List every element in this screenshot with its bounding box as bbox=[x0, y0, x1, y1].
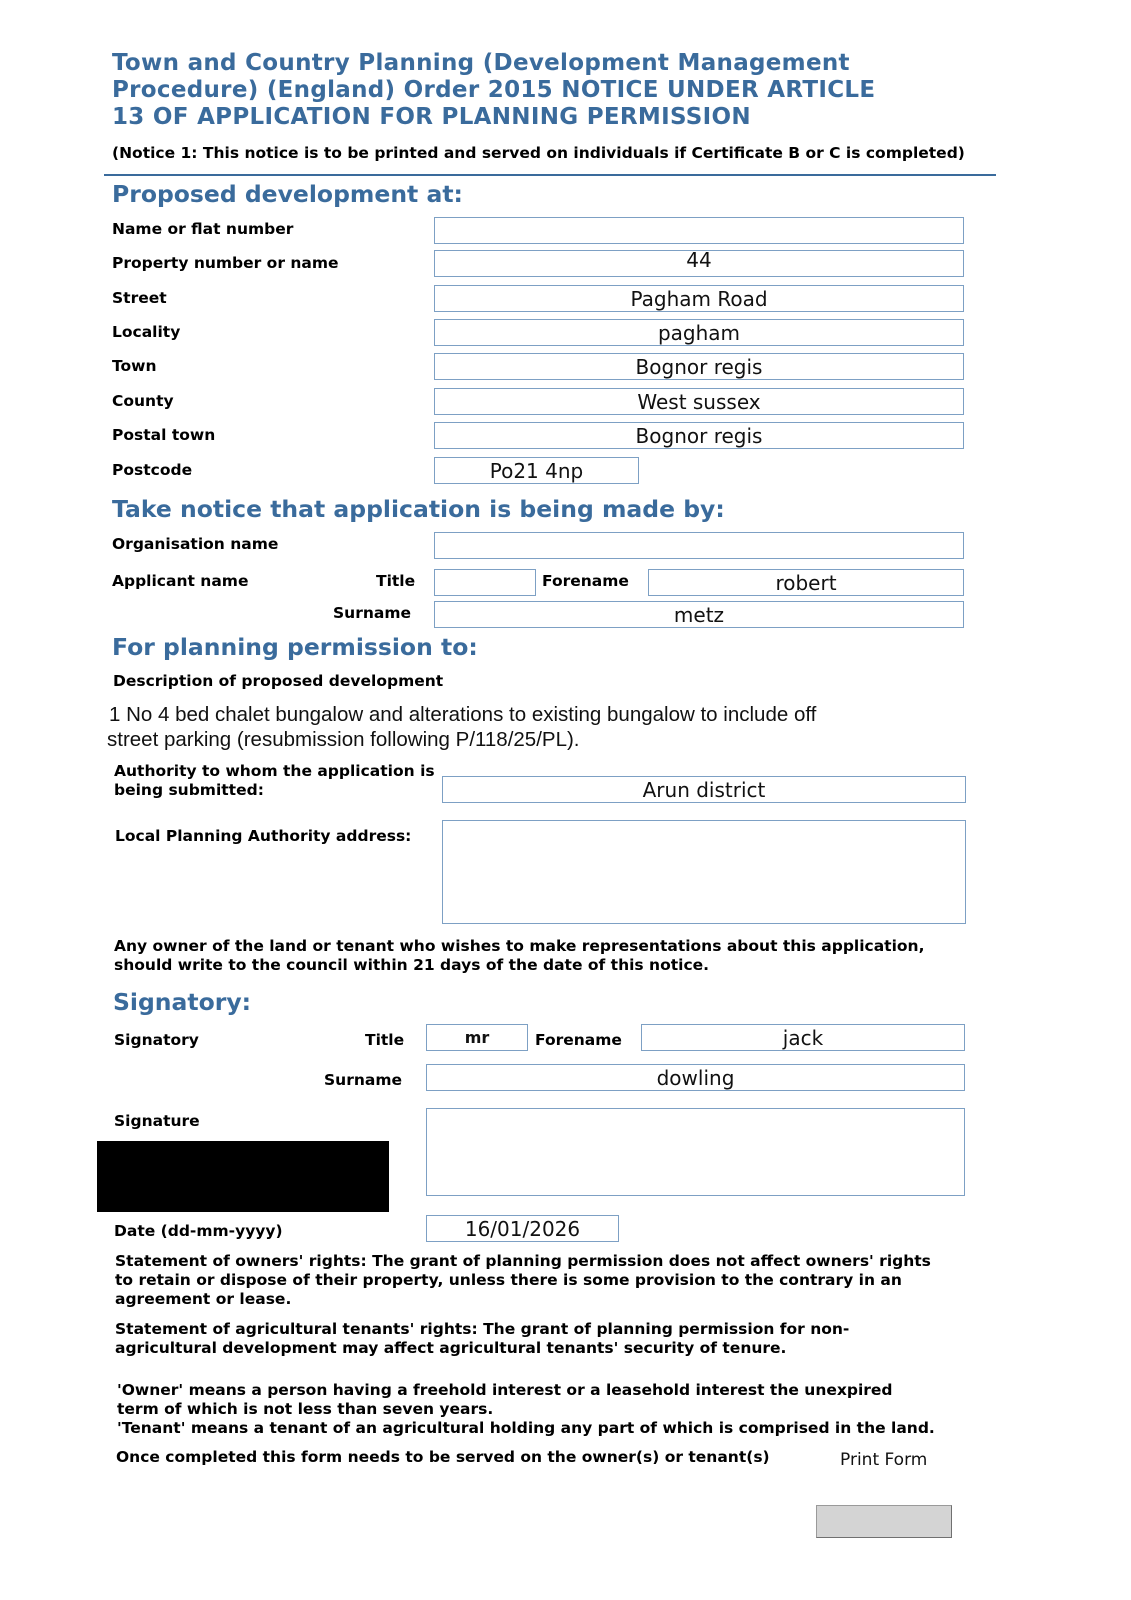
label-signatory: Signatory bbox=[114, 1031, 199, 1049]
input-lpa-address[interactable] bbox=[442, 820, 966, 924]
label-authority-line: Authority to whom the application is bbox=[114, 762, 435, 780]
para-line: should write to the council within 21 days of the date of this notice. bbox=[114, 956, 710, 974]
input-organisation[interactable] bbox=[434, 532, 964, 559]
label-property-number: Property number or name bbox=[112, 254, 339, 272]
label-signature: Signature bbox=[114, 1112, 200, 1130]
label-flat-number: Name or flat number bbox=[112, 220, 294, 238]
input-applicant-surname[interactable]: metz bbox=[434, 601, 964, 628]
section-heading-applicant: Take notice that application is being made by: bbox=[112, 495, 725, 523]
label-county: County bbox=[112, 392, 174, 410]
notice-instruction: (Notice 1: This notice is to be printed and served on individuals if Certificate B or C is completed) bbox=[112, 144, 965, 162]
para-line: to retain or dispose of their property, unless there is some provision to the contrary in an bbox=[115, 1271, 902, 1289]
input-property-number[interactable]: 44 bbox=[434, 250, 964, 277]
label-postcode: Postcode bbox=[112, 461, 193, 479]
label-description: Description of proposed development bbox=[113, 672, 444, 690]
label-date: Date (dd-mm-yyyy) bbox=[114, 1222, 283, 1240]
para-line: 'Tenant' means a tenant of an agricultural holding any part of which is comprised in the land. bbox=[117, 1419, 935, 1437]
para-line: agricultural development may affect agricultural tenants' security of tenure. bbox=[115, 1339, 787, 1357]
label-locality: Locality bbox=[112, 323, 181, 341]
header-divider bbox=[104, 174, 996, 176]
input-locality[interactable]: pagham bbox=[434, 319, 964, 346]
label-applicant-forename: Forename bbox=[542, 572, 629, 590]
input-applicant-title[interactable] bbox=[434, 569, 536, 596]
label-applicant-name: Applicant name bbox=[112, 572, 249, 590]
tenants-rights-statement bbox=[115, 1320, 995, 1358]
input-signatory-forename[interactable]: jack bbox=[641, 1024, 965, 1051]
description-line: street parking (resubmission following P/118/25/PL). bbox=[107, 728, 580, 751]
label-postal-town: Postal town bbox=[112, 426, 216, 444]
label-organisation: Organisation name bbox=[112, 535, 279, 553]
input-postcode[interactable]: Po21 4np bbox=[434, 457, 639, 484]
print-form-label: Print Form bbox=[840, 1450, 928, 1470]
input-signatory-title[interactable]: mr bbox=[426, 1024, 528, 1051]
owners-rights-statement bbox=[115, 1252, 995, 1309]
title-line: 13 OF APPLICATION FOR PLANNING PERMISSION bbox=[112, 104, 751, 130]
definitions-text bbox=[117, 1381, 997, 1438]
section-heading-development: Proposed development at: bbox=[112, 180, 463, 208]
section-heading-signatory: Signatory: bbox=[113, 988, 252, 1016]
description-line: 1 No 4 bed chalet bungalow and alterations to existing bungalow to include off bbox=[109, 703, 817, 726]
input-town[interactable]: Bognor regis bbox=[434, 353, 964, 380]
para-line: Any owner of the land or tenant who wishes to make representations about this application, bbox=[114, 937, 925, 955]
label-authority-line: being submitted: bbox=[114, 781, 264, 799]
input-flat-number[interactable] bbox=[434, 217, 964, 244]
label-street: Street bbox=[112, 289, 167, 307]
input-street[interactable]: Pagham Road bbox=[434, 285, 964, 312]
para-line: Statement of agricultural tenants' rights: The grant of planning permission for non- bbox=[115, 1320, 850, 1338]
title-line: Town and Country Planning (Development Management bbox=[112, 50, 850, 76]
description-text bbox=[108, 702, 968, 752]
label-signatory-surname: Surname bbox=[324, 1071, 402, 1089]
label-signatory-title: Title bbox=[365, 1031, 405, 1049]
form-title bbox=[112, 50, 992, 131]
label-lpa-address: Local Planning Authority address: bbox=[115, 827, 412, 845]
representations-text bbox=[114, 937, 994, 975]
label-applicant-surname: Surname bbox=[333, 604, 411, 622]
title-line: Procedure) (England) Order 2015 NOTICE UNDER ARTICLE bbox=[112, 77, 876, 103]
label-authority bbox=[114, 762, 435, 800]
input-signatory-surname[interactable]: dowling bbox=[426, 1064, 965, 1091]
para-line: term of which is not less than seven years. bbox=[117, 1400, 494, 1418]
input-date[interactable]: 16/01/2026 bbox=[426, 1215, 619, 1242]
input-authority[interactable]: Arun district bbox=[442, 776, 966, 803]
input-postal-town[interactable]: Bognor regis bbox=[434, 422, 964, 449]
para-line: agreement or lease. bbox=[115, 1290, 292, 1308]
section-heading-permission: For planning permission to: bbox=[112, 633, 478, 661]
input-county[interactable]: West sussex bbox=[434, 388, 964, 415]
redaction-block bbox=[97, 1141, 389, 1212]
label-signatory-forename: Forename bbox=[535, 1031, 622, 1049]
print-form-button[interactable] bbox=[816, 1505, 952, 1538]
label-town: Town bbox=[112, 357, 157, 375]
label-applicant-title: Title bbox=[376, 572, 416, 590]
para-line: Statement of owners' rights: The grant of planning permission does not affect owners' rights bbox=[115, 1252, 931, 1270]
signature-field[interactable] bbox=[426, 1108, 965, 1196]
input-applicant-forename[interactable]: robert bbox=[648, 569, 964, 596]
served-instruction: Once completed this form needs to be served on the owner(s) or tenant(s) bbox=[116, 1448, 770, 1466]
para-line: 'Owner' means a person having a freehold interest or a leasehold interest the unexpired bbox=[117, 1381, 893, 1399]
